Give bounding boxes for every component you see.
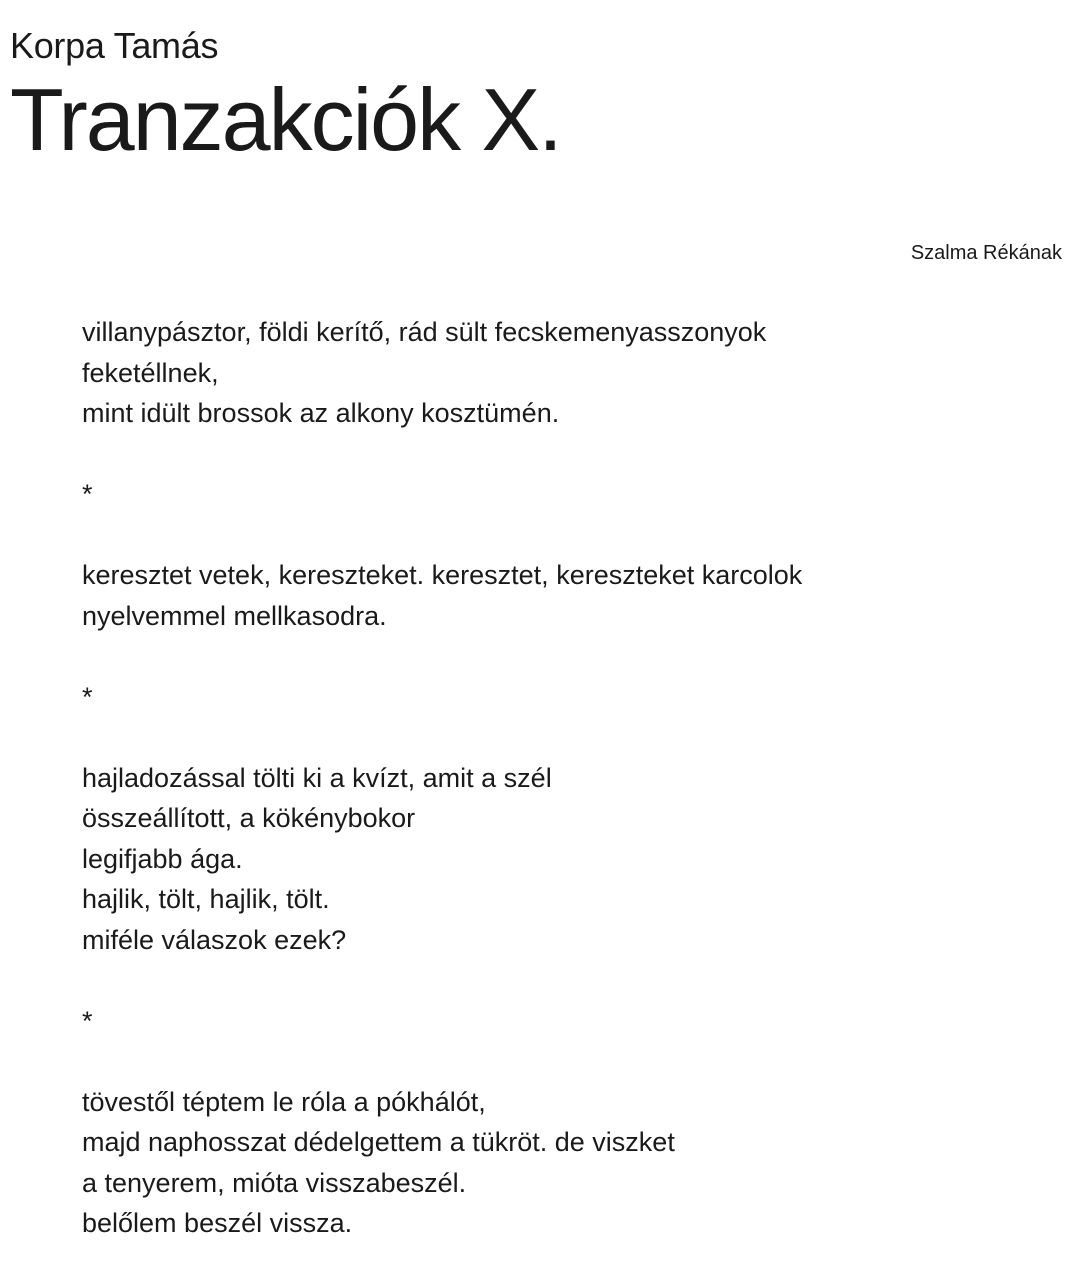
poem-line: nyelvemmel mellkasodra. [82, 600, 387, 631]
poem-line: legifjabb ága. [82, 843, 243, 874]
section-separator: * [82, 1005, 93, 1036]
dedication: Szalma Rékának [910, 242, 1062, 264]
poem-line: összeállított, a kökénybokor [82, 803, 416, 833]
section-separator: * [82, 681, 93, 712]
poem-line: hajlik, tölt, hajlik, tölt. [82, 884, 330, 914]
poem-line: keresztet vetek, kereszteket. keresztet, kereszteket karcolok [82, 560, 803, 590]
stanza-gap [82, 717, 1042, 758]
section-separator: * [82, 479, 93, 509]
poem-line: feketéllnek, [82, 357, 219, 388]
poem-line: majd naphosszat dédelgettem a tükröt. de viszket [82, 1127, 675, 1157]
stanza-gap [82, 434, 1042, 475]
poem-line: a tenyerem, mióta visszabeszél. [82, 1167, 467, 1198]
poem-line: belőlem beszél vissza. [82, 1208, 353, 1238]
author-name: Korpa Tamás [10, 25, 219, 66]
poem-header [10, 22, 561, 170]
stanza-2 [82, 555, 1042, 636]
poem-line: hajladozással tölti ki a kvízt, amit a szél [82, 762, 552, 793]
stanza-4 [82, 1082, 1042, 1244]
stanza-1 [82, 312, 1042, 434]
poem-title: Tranzakciók X. [10, 70, 561, 169]
stanza-gap [82, 1041, 1042, 1082]
poem-line: tövestől téptem le róla a pókhálót, [82, 1086, 486, 1117]
poem-line: miféle válaszok ezek? [82, 924, 347, 955]
stanza-gap [82, 636, 1042, 677]
poem-line: villanypásztor, földi kerítő, rád sült fecskemenyasszonyok [82, 317, 767, 347]
stanza-gap [82, 960, 1042, 1001]
poem-line: mint idült brossok az alkony kosztümén. [82, 398, 560, 428]
stanza-gap [82, 515, 1042, 556]
stanza-3 [82, 758, 1042, 961]
poem-body [82, 312, 1042, 1244]
